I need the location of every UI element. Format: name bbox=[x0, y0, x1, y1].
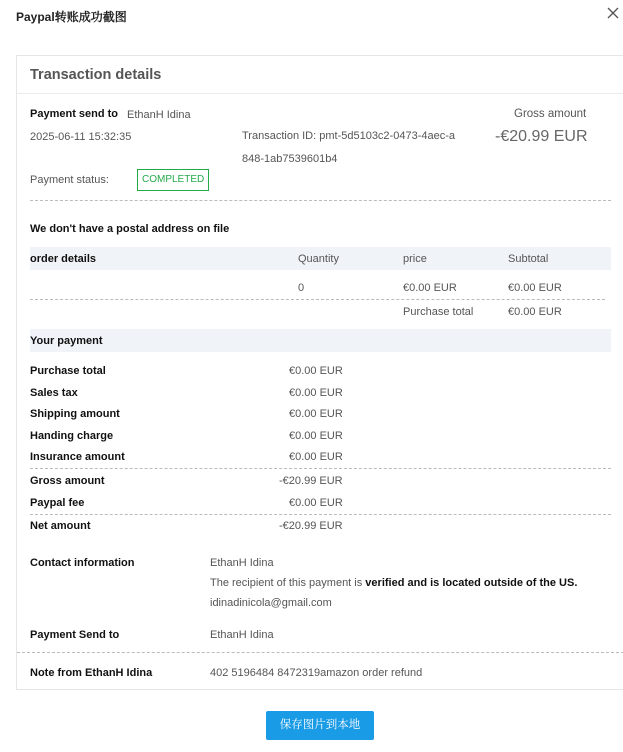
order-quantity: 0 bbox=[298, 282, 305, 294]
payment-row-value: -€20.99 EUR bbox=[279, 475, 343, 487]
postal-notice: We don't have a postal address on file bbox=[30, 223, 230, 235]
payment-row-label: Sales tax bbox=[30, 387, 78, 399]
quantity-header: Quantity bbox=[298, 253, 339, 265]
note-text: 402 5196484 8472319amazon order refund bbox=[210, 667, 423, 679]
dialog-title: Paypal转账成功截图 bbox=[16, 10, 127, 24]
status-badge: COMPLETED bbox=[137, 169, 209, 191]
close-icon[interactable] bbox=[606, 6, 620, 20]
transaction-card bbox=[16, 55, 623, 690]
close-button[interactable] bbox=[606, 6, 620, 20]
your-payment-title: Your payment bbox=[30, 335, 103, 347]
save-image-button[interactable]: 保存图片到本地 bbox=[266, 711, 374, 740]
order-subtotal: €0.00 EUR bbox=[508, 282, 562, 294]
payment-send-to-label: Payment send to bbox=[30, 108, 119, 120]
contact-name: EthanH Idina bbox=[210, 557, 274, 569]
payment-send-to-row-name: EthanH Idina bbox=[210, 629, 274, 641]
payment-status-label: Payment status: bbox=[30, 174, 109, 186]
divider bbox=[30, 299, 605, 300]
payment-row-value: €0.00 EUR bbox=[289, 497, 343, 509]
payment-row-value: -€20.99 EUR bbox=[279, 520, 343, 532]
gross-amount-label: Gross amount bbox=[514, 108, 587, 120]
purchase-total-value: €0.00 EUR bbox=[508, 306, 562, 318]
payment-row-label: Shipping amount bbox=[30, 408, 120, 420]
gross-amount-value: -€20.99 EUR bbox=[495, 128, 588, 145]
payment-row-label: Handing charge bbox=[30, 430, 114, 442]
note-label: Note from EthanH Idina bbox=[30, 667, 153, 679]
payment-row-value: €0.00 EUR bbox=[289, 408, 343, 420]
divider bbox=[30, 514, 611, 515]
purchase-total-label: Purchase total bbox=[403, 306, 474, 318]
transaction-datetime: 2025-06-11 15:32:35 bbox=[30, 131, 132, 143]
subtotal-header: Subtotal bbox=[508, 253, 549, 265]
order-price: €0.00 EUR bbox=[403, 282, 457, 294]
transaction-id-line2: 848-1ab7539601b4 bbox=[242, 153, 338, 165]
payment-send-to-row-label: Payment Send to bbox=[30, 629, 120, 641]
payment-send-to-name: EthanH Idina bbox=[127, 109, 191, 121]
payment-row-label: Paypal fee bbox=[30, 497, 85, 509]
card-title: Transaction details bbox=[30, 67, 162, 83]
payment-row-label: Net amount bbox=[30, 520, 91, 532]
payment-row-value: €0.00 EUR bbox=[289, 387, 343, 399]
divider bbox=[30, 468, 611, 469]
verification-prefix: The recipient of this payment is bbox=[210, 577, 366, 589]
payment-row-label: Purchase total bbox=[30, 365, 106, 377]
payment-row-value: €0.00 EUR bbox=[289, 365, 343, 377]
contact-email: idinadinicola@gmail.com bbox=[210, 597, 332, 609]
payment-header-band bbox=[30, 329, 611, 352]
payment-row-label: Insurance amount bbox=[30, 451, 125, 463]
order-details-header: order details bbox=[30, 253, 97, 265]
transaction-id-line1: Transaction ID: pmt-5d5103c2-0473-4aec-a bbox=[242, 130, 455, 142]
payment-row-value: €0.00 EUR bbox=[289, 451, 343, 463]
verification-status: verified and is located outside of the US. bbox=[365, 577, 578, 589]
card-header bbox=[17, 56, 623, 94]
payment-row-value: €0.00 EUR bbox=[289, 430, 343, 442]
contact-info-label: Contact information bbox=[30, 557, 135, 569]
divider bbox=[30, 200, 611, 201]
price-header: price bbox=[403, 253, 427, 265]
payment-row-label: Gross amount bbox=[30, 475, 105, 487]
divider bbox=[17, 652, 623, 653]
verification-statement bbox=[210, 577, 577, 589]
